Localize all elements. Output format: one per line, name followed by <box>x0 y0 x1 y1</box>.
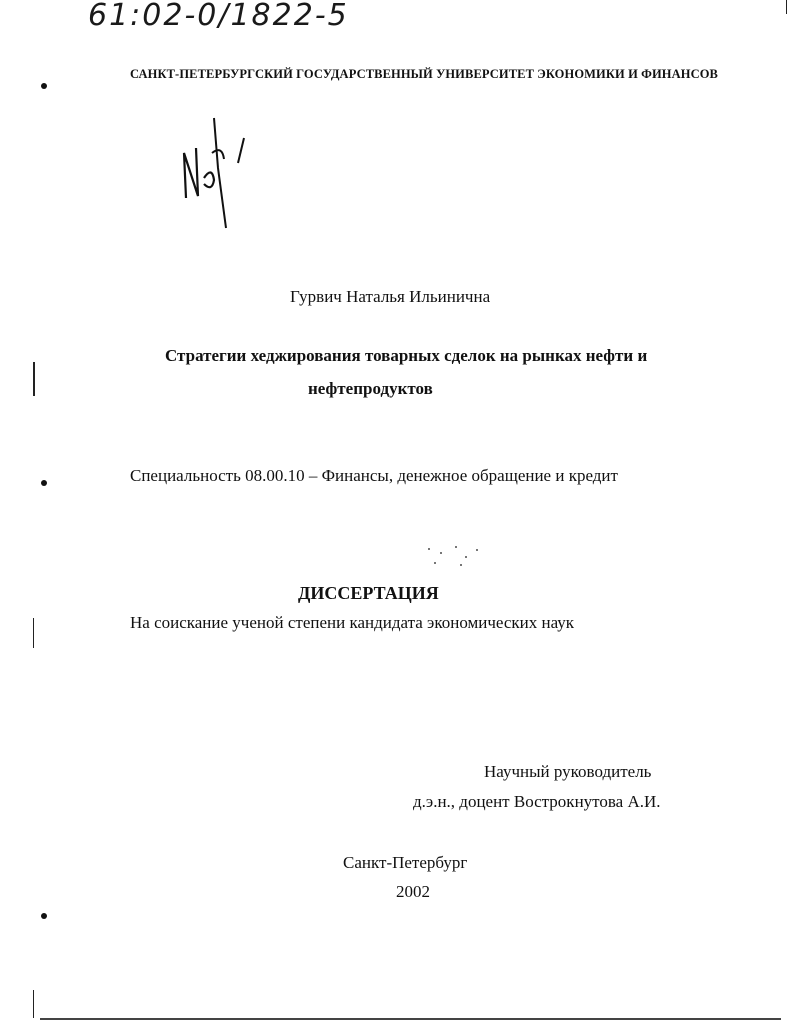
degree-line: На соискание ученой степени кандидата экономических наук <box>130 613 575 632</box>
handwritten-archive-code: 61:02-0/1822-5 <box>88 0 349 33</box>
author-name: Гурвич Наталья Ильинична <box>290 287 491 306</box>
university-name: САНКТ-ПЕТЕРБУРГСКИЙ ГОСУДАРСТВЕННЫЙ УНИВЕРСИТЕТ ЭКОНОМИКИ И ФИНАНСОВ <box>130 67 718 81</box>
year: 2002 <box>396 882 430 901</box>
thesis-title-line-2: нефтепродуктов <box>308 379 433 398</box>
supervisor-label: Научный руководитель <box>484 762 652 781</box>
scan-bottom-edge <box>40 1018 781 1020</box>
thesis-title-line-1: Стратегии хеджирования товарных сделок на рынках нефти и <box>165 346 648 365</box>
city: Санкт-Петербург <box>343 853 468 872</box>
specialty-line: Специальность 08.00.10 – Финансы, денежное обращение и кредит <box>130 466 618 485</box>
handwritten-signature <box>176 108 256 233</box>
supervisor-name: д.э.н., доцент Вострокнутова А.И. <box>413 792 661 811</box>
document-type: ДИССЕРТАЦИЯ <box>298 583 439 603</box>
